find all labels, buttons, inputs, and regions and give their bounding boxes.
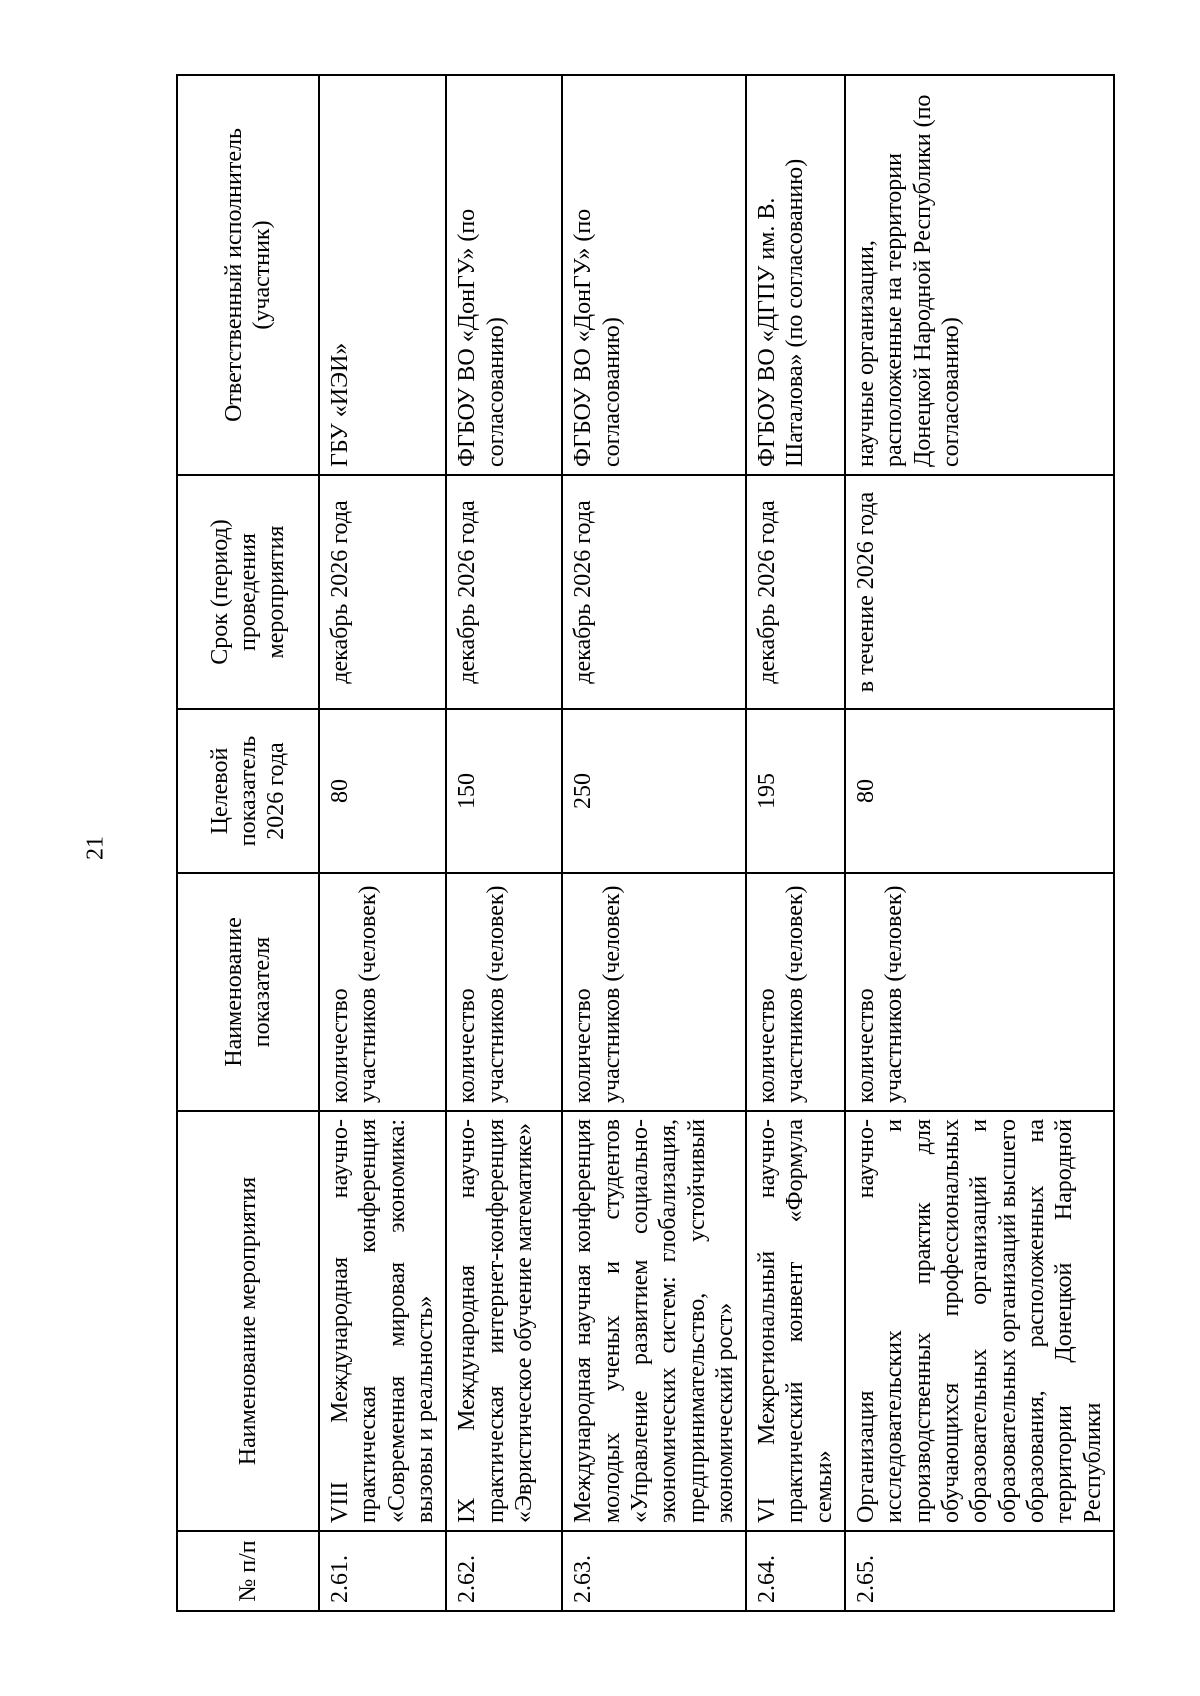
table-row (319, 75, 446, 1611)
header-target: Целевой показатель 2026 года (177, 709, 319, 873)
period: декабрь 2026 года (746, 475, 845, 709)
header-period: Срок (период) проведения мероприятия (177, 475, 319, 709)
events-table (176, 74, 1115, 1612)
rotated-table-container (176, 76, 1106, 1612)
target-value: 80 (319, 709, 446, 873)
period: декабрь 2026 года (562, 475, 746, 709)
event-name: Международная научная конференция молодых ученых и студентов «Управление развитием социально-экономических систем: глобализация, предпринимательство, устойчивый экономический рост» (562, 1111, 746, 1531)
table-header-row (177, 75, 319, 1611)
table-row (562, 75, 746, 1611)
header-responsible: Ответственный исполнитель (участник) (177, 75, 319, 475)
row-number: 2.62. (446, 1531, 562, 1611)
indicator-name: количество участников (человек) (562, 873, 746, 1111)
event-name: Организация научно-исследовательских и производственных практик для обучающихся профессиональных образовательных организаций и образовательных организаций высшего образования, расположенных на территории Донецкой Народной Республики (845, 1111, 1114, 1531)
event-name: VI Межрегиональный научно-практический конвент «Формула семьи» (746, 1111, 845, 1531)
responsible: ФГБОУ ВО «ДонГУ» (по согласованию) (446, 75, 562, 475)
row-number: 2.63. (562, 1531, 746, 1611)
responsible: ФГБОУ ВО «ДГПУ им. В. Шаталова» (по согласованию) (746, 75, 845, 475)
period: декабрь 2026 года (319, 475, 446, 709)
header-event: Наименование мероприятия (177, 1111, 319, 1531)
responsible: научные организации, расположенные на территории Донецкой Народной Республики (по согласованию) (845, 75, 1114, 475)
row-number: 2.65. (845, 1531, 1114, 1611)
indicator-name: количество участников (человек) (746, 873, 845, 1111)
responsible: ГБУ «ИЭИ» (319, 75, 446, 475)
table-row (845, 75, 1114, 1611)
row-number: 2.64. (746, 1531, 845, 1611)
indicator-name: количество участников (человек) (446, 873, 562, 1111)
table-row (446, 75, 562, 1611)
target-value: 150 (446, 709, 562, 873)
period: в течение 2026 года (845, 475, 1114, 709)
target-value: 195 (746, 709, 845, 873)
event-name: IX Международная научно-практическая интернет-конференция «Эвристическое обучение математике» (446, 1111, 562, 1531)
table-row (746, 75, 845, 1611)
indicator-name: количество участников (человек) (319, 873, 446, 1111)
target-value: 250 (562, 709, 746, 873)
header-number: № п/п (177, 1531, 319, 1611)
indicator-name: количество участников (человек) (845, 873, 1114, 1111)
period: декабрь 2026 года (446, 475, 562, 709)
event-name: VIII Международная научно-практическая конференция «Современная мировая экономика: вызовы и реальность» (319, 1111, 446, 1531)
header-indicator: Наименование показателя (177, 873, 319, 1111)
target-value: 80 (845, 709, 1114, 873)
responsible: ФГБОУ ВО «ДонГУ» (по согласованию) (562, 75, 746, 475)
row-number: 2.61. (319, 1531, 446, 1611)
page-number: 21 (82, 836, 109, 860)
